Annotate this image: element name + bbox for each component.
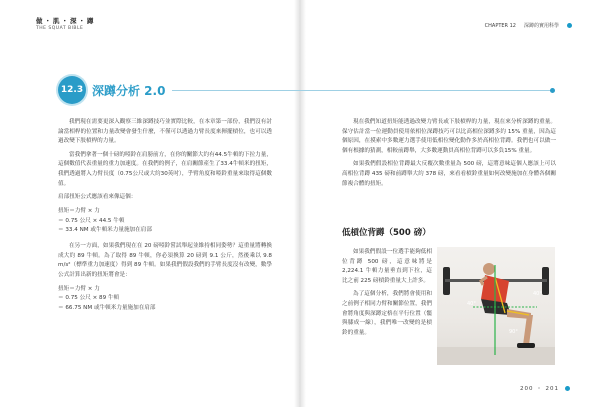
squat-figure [437, 247, 555, 365]
formula-block-1 [58, 207, 272, 236]
left-paragraph-2: 當我們拿著一個十磅的啞鈴在肩膀前方，在你的關節大約有44.5牛頓的下拉力量，這個數值代表重量的重力加速度。在我們的例子，在肩關節產生了33.4牛頓米的扭矩，我們透過將入力臂長度（0.75公尺或大約30英吋），乎臂角度和啞鈴重量來取得這個數值。 [58, 151, 272, 187]
floor [437, 347, 555, 365]
chapter-label: CHAPTER 12 [484, 22, 516, 29]
left-page-text [58, 118, 272, 320]
angle-label-hip: 40° [467, 301, 476, 307]
right-paragraph-3: 如果我們假設一位選手能夠低相位背蹲 500 磅，這意味將是 2,224.1 牛頓力量垂直到下拉，這比之前 225 磅槓鈴重量大上許多。 [342, 249, 432, 284]
section-heading [58, 76, 165, 104]
lifter-shin [523, 315, 533, 345]
formula-line: ＝ 33.4 NM 或牛頓米力量施加在肩部 [58, 227, 152, 234]
right-lower-text [342, 248, 432, 342]
formula-line: ＝ 0.75 公尺 × 44.5 牛頓 [58, 217, 125, 224]
right-paragraph-2: 如果我們假設相位背蹲最大反覆次數重量為 500 磅，這將意味這個人應該上可以高相位背蹲 435 磅和前蹲舉大約 378 磅，來看看槓鈴重量如何改變施加在身體各個關節複合體的扭矩。 [342, 161, 556, 187]
chapter-title: 深蹲的實用科學 [523, 23, 559, 29]
page-number-label: 200 ・ 201 [520, 386, 559, 392]
formula-line: ＝ 66.75 NM 或牛頓米力量施加在肩部 [58, 305, 156, 312]
formula-line: 扭矩＝力臂 × 力 [58, 285, 100, 292]
section-title: 深蹲分析 2.0 [92, 83, 166, 98]
book-title-english: THE SQUAT BIBLE [36, 26, 84, 31]
running-header-left [36, 16, 96, 31]
section-divider [172, 90, 552, 91]
lifter-shoe [517, 343, 535, 348]
right-paragraph-4: 為了這個分析，我們將會使用和之前例子相同力臂和關節位置，我們會將角度與深蹲定格在平行位置（髖與膝成一線），我們唯一改變的是槓鈴的重量。 [342, 291, 432, 336]
subsection-heading: 低槓位背蹲（500 磅） [342, 228, 431, 238]
page-numbers [520, 384, 570, 392]
formula-line: 扭矩＝力臂 × 力 [58, 207, 100, 214]
left-paragraph-3: 在另一方面，如果我們現在在 20 磅啞鈴嘗試舉起並維持相同姿勢？這重量將轉換成大約 89 牛頓。為了取得 89 牛頓，你必須換算 20 磅到 9.1 公斤，然後乘以 9.8 m/s²（標準重力加速度）得到 89 牛頓。如果我們假設我們的手臂長度沒有改變，數學公式計算出新的扭矩將會是： [58, 243, 272, 278]
right-page-text [342, 118, 556, 193]
right-paragraph-1: 現在我們知道扭矩能透過改變力臂長或下肢槓桿的力量，現在來分析深蹲的重量。保守估計當一位運動員使用依相位深蹲技巧可以比高相位深蹲多約 15% 重量，因為這個原因，在摸索中多數運力選手使用低相位變化動作多於高相位背蹲。我們也可以做一個有根據的猜測，相較前蹲舉，大多數運動員高相位背蹲可以多負15% 重量。 [342, 119, 556, 154]
angle-label-ankle: 90° [509, 329, 518, 335]
squat-illustration [437, 247, 555, 365]
footer-dot-icon [565, 386, 570, 391]
running-header-right [485, 22, 572, 29]
formula-line: ＝ 0.75 公尺 × 89 牛頓 [58, 295, 120, 302]
formula-intro: 肩部扭矩公式應該看來像這個： [58, 194, 137, 201]
left-paragraph-1: 我們現在需要更深入觀察三維深蹲技巧並實際比較，在本章第一部份，我們沒有討論當相桿的位置和力量改變會發生什麼，不僅可以透過力臂長度來揮擺槓位，也可以透過改變下肢槓桿的力量。 [58, 119, 272, 145]
formula-block-2 [58, 285, 272, 314]
page-gutter [294, 0, 306, 407]
book-title-chinese: 做・肌・深・蹲 [36, 17, 96, 25]
chapter-dot-icon [567, 23, 572, 28]
angle-label-knee: 40° [533, 291, 542, 297]
section-number-badge: 12.3 [58, 76, 86, 104]
lifter-head [483, 263, 495, 275]
